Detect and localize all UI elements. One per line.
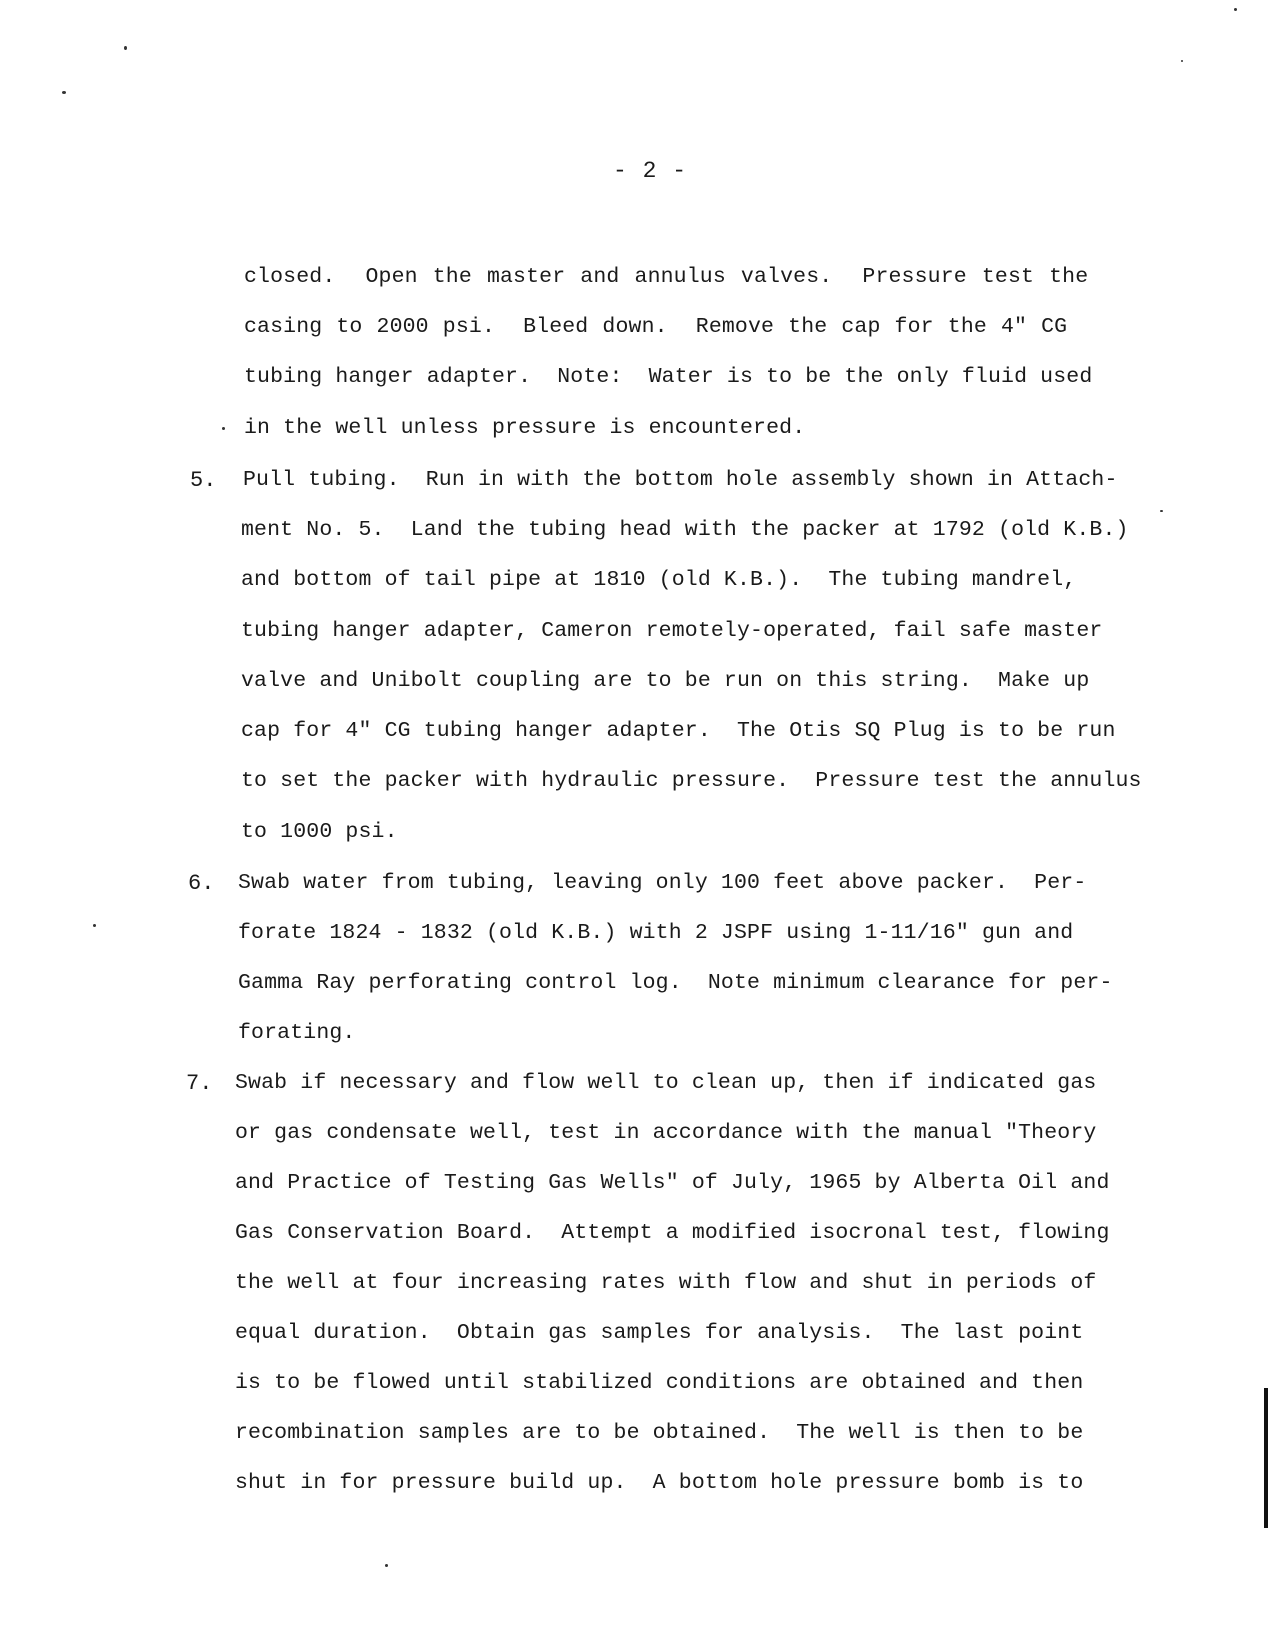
- item-line: shut in for pressure build up. A bottom hole pressure bomb is to: [235, 1471, 1084, 1495]
- item-line: and Practice of Testing Gas Wells" of July, 1965 by Alberta Oil and: [235, 1171, 1110, 1195]
- continuation-line: closed. Open the master and annulus valves. Pressure test the: [244, 265, 1089, 289]
- item-number: 7.: [186, 1071, 213, 1096]
- scan-speck: [1234, 8, 1237, 11]
- item-number: 5.: [190, 468, 217, 493]
- scan-speck: [62, 91, 66, 94]
- item-line: to 1000 psi.: [241, 820, 398, 844]
- item-line: Pull tubing. Run in with the bottom hole assembly shown in Attach-: [243, 468, 1118, 492]
- item-number: 6.: [188, 871, 215, 896]
- item-line: is to be flowed until stabilized conditions are obtained and then: [235, 1371, 1084, 1395]
- scan-edge-mark: [1264, 1388, 1268, 1528]
- item-line: ment No. 5. Land the tubing head with the packer at 1792 (old K.B.): [241, 518, 1129, 542]
- continuation-line: tubing hanger adapter. Note: Water is to be the only fluid used: [244, 365, 1093, 389]
- item-line: Swab if necessary and flow well to clean up, then if indicated gas: [235, 1071, 1097, 1095]
- item-line: forating.: [238, 1021, 356, 1045]
- continuation-line: casing to 2000 psi. Bleed down. Remove the cap for the 4" CG: [244, 315, 1068, 339]
- scan-speck: [1160, 510, 1163, 512]
- item-line: or gas condensate well, test in accordance with the manual "Theory: [235, 1121, 1097, 1145]
- item-line: valve and Unibolt coupling are to be run on this string. Make up: [241, 669, 1090, 693]
- item-line: Swab water from tubing, leaving only 100 feet above packer. Per-: [238, 871, 1087, 895]
- item-line: recombination samples are to be obtained. The well is then to be: [235, 1421, 1084, 1445]
- scan-speck: [385, 1564, 388, 1567]
- scan-speck: [222, 427, 225, 430]
- item-line: tubing hanger adapter, Cameron remotely-operated, fail safe master: [241, 619, 1103, 643]
- item-line: equal duration. Obtain gas samples for analysis. The last point: [235, 1321, 1084, 1345]
- continuation-line: in the well unless pressure is encountered.: [244, 416, 806, 440]
- item-line: forate 1824 - 1832 (old K.B.) with 2 JSPF using 1-11/16" gun and: [238, 921, 1074, 945]
- scan-speck: [93, 924, 96, 927]
- item-line: the well at four increasing rates with flow and shut in periods of: [235, 1271, 1097, 1295]
- scan-speck: [124, 46, 127, 50]
- item-line: Gas Conservation Board. Attempt a modified isocronal test, flowing: [235, 1221, 1110, 1245]
- item-line: to set the packer with hydraulic pressure. Pressure test the annulus: [241, 769, 1142, 793]
- item-line: Gamma Ray perforating control log. Note minimum clearance for per-: [238, 971, 1113, 995]
- item-line: cap for 4" CG tubing hanger adapter. The Otis SQ Plug is to be run: [241, 719, 1116, 743]
- scan-speck: [1181, 60, 1183, 62]
- page-number: - 2 -: [612, 158, 687, 184]
- item-line: and bottom of tail pipe at 1810 (old K.B.). The tubing mandrel,: [241, 568, 1077, 592]
